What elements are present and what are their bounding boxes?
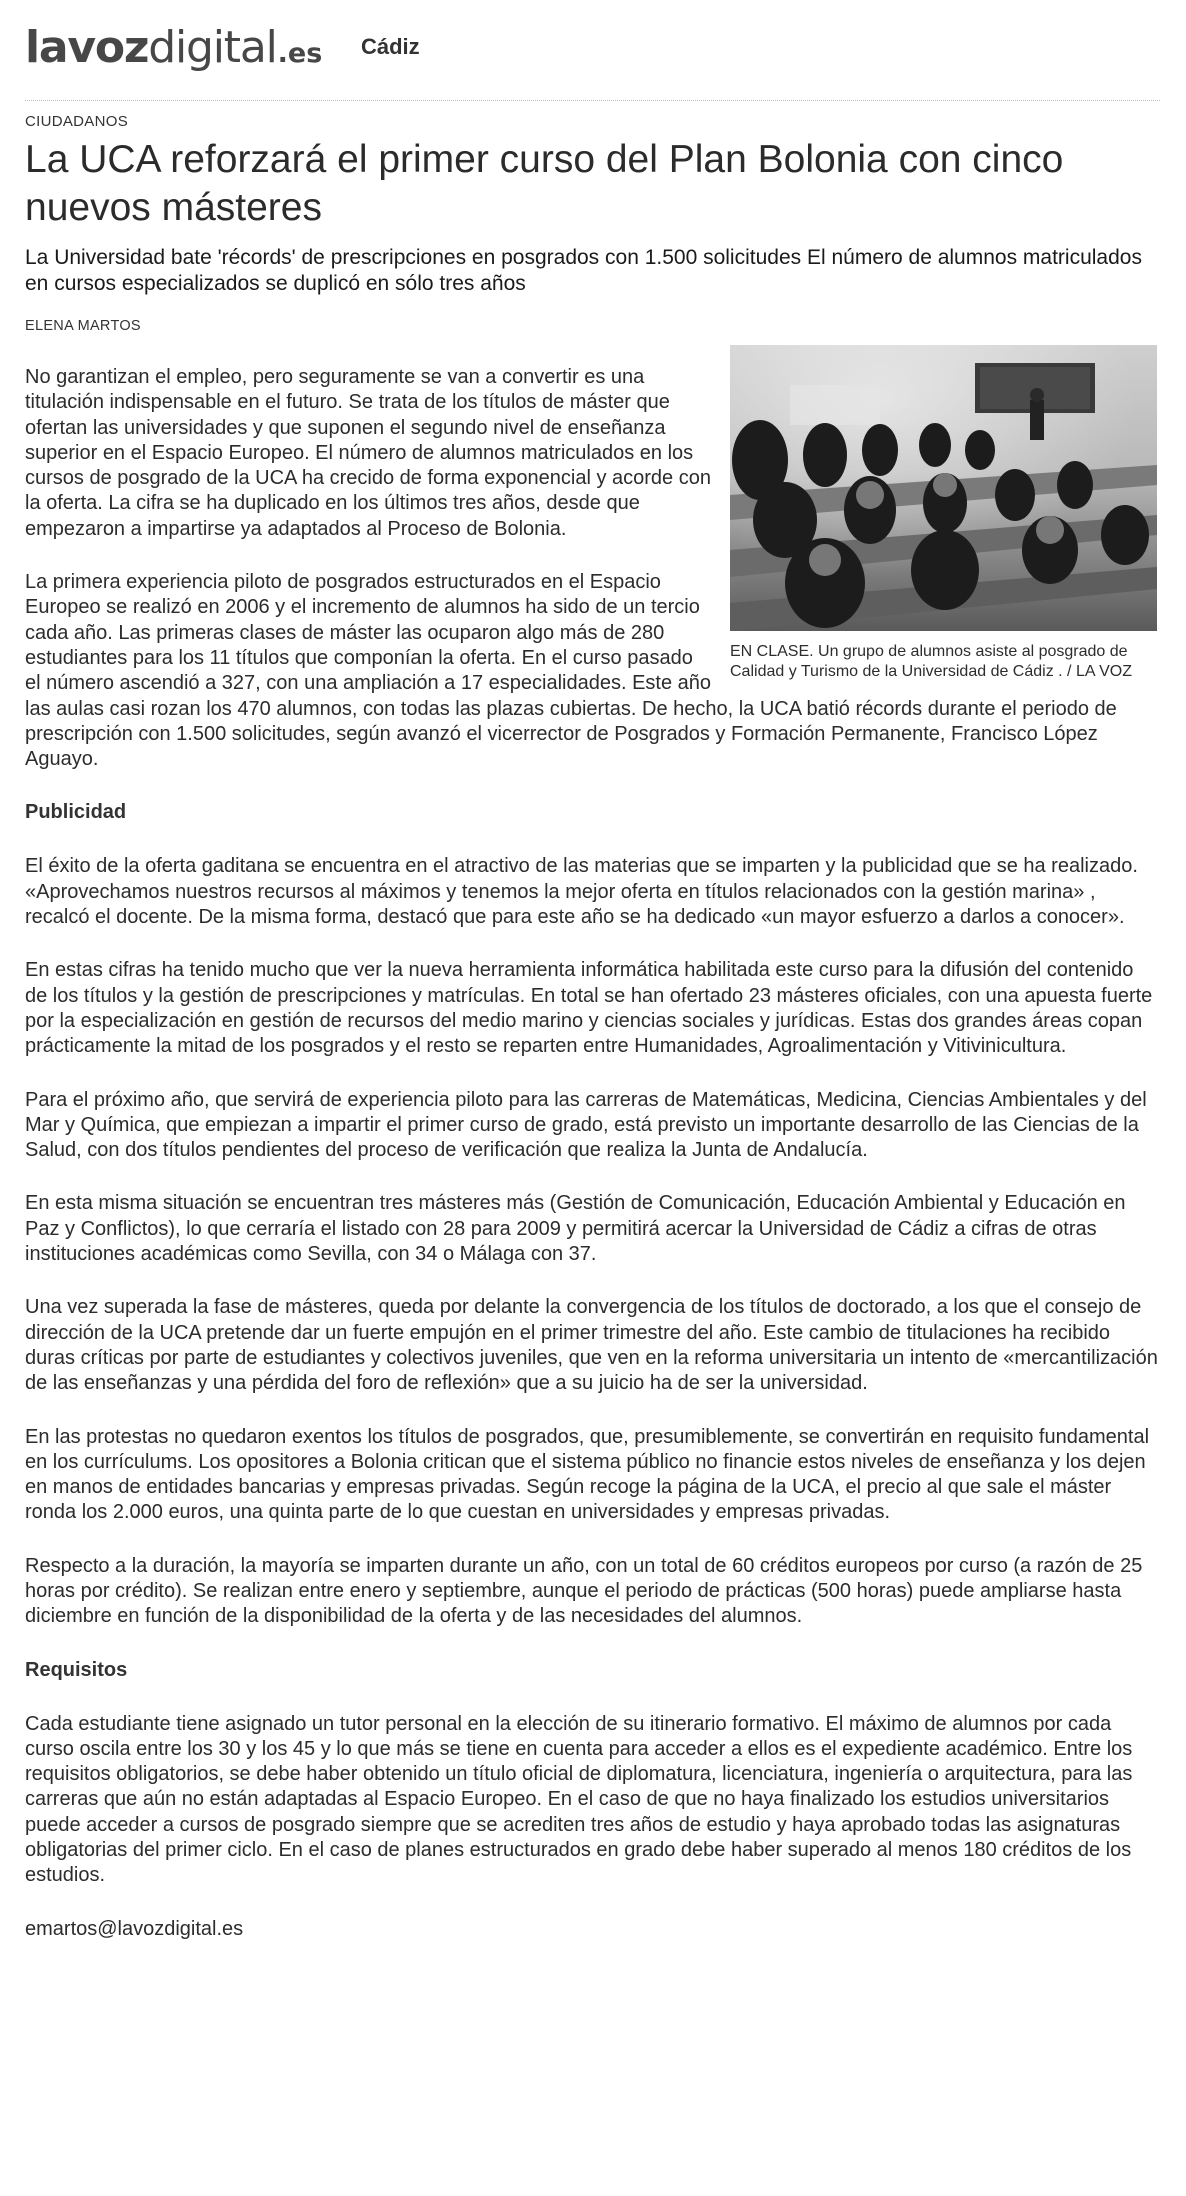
- subheading-publicidad: Publicidad: [25, 801, 127, 824]
- logo-part1: lavoz: [25, 22, 149, 73]
- article-author: ELENA MARTOS: [25, 318, 141, 334]
- logo-part2: digital: [148, 22, 277, 73]
- article-paragraph: Para el próximo año, que servirá de experiencia piloto para las carreras de Matemáticas, Medicina, Ciencias Ambientales y del Mar y Química, que empiezan a impartir el primer curso de grado, está previsto un importante desarrollo de las Ciencias de la Salud, con dos títulos pendientes del proceso de verificación que realiza la Junta de Andalucía.: [25, 1088, 1147, 1162]
- article-paragraph: No garantizan el empleo, pero seguramente se van a convertir es una titulación indispensable en el futuro. Se trata de los títulos de máster que ofertan las universidades y que suponen el segundo nivel de enseñanza superior en el Espacio Europeo. El número de alumnos matriculados en los cursos de posgrado de la UCA ha crecido de forma exponencial y acorde con la oferta. La cifra se ha duplicado en los últimos tres años, desde que empezaron a impartirse ya adaptados al Proceso de Bolonia.: [25, 366, 711, 540]
- masthead: [25, 22, 1160, 73]
- photo-caption: EN CLASE. Un grupo de alumnos asiste al posgrado de Calidad y Turismo de la Universidad de Cádiz . / LA VOZ: [730, 643, 1132, 680]
- article-paragraph: En las protestas no quedaron exentos los títulos de posgrados, que, presumiblemente, se convertirán en requisito fundamental en los currículums. Los opositores a Bolonia critican que el sistema público no financie estos niveles de enseñanza y los dejen en manos de entidades bancarias y empresas privadas. Según recoge la página de la UCA, el precio al que sale el máster ronda los 2.000 euros, una quinta parte de lo que cuestan en universidades y empresas privadas.: [25, 1425, 1150, 1524]
- edition-city: Cádiz: [361, 34, 420, 59]
- article-paragraph: Respecto a la duración, la mayoría se imparten durante un año, con un total de 60 créditos europeos por curso (a razón de 25 horas por crédito). Se realizan entre enero y septiembre, aunque el periodo de prácticas (500 horas) puede ampliarse hasta diciembre en función de la disponibilidad de la oferta y de las necesidades del alumnos.: [25, 1554, 1143, 1628]
- article-paragraph: Cada estudiante tiene asignado un tutor personal en la elección de su itinerario formativo. El máximo de alumnos por cada curso oscila entre los 30 y los 45 y lo que más se tiene en cuenta para acceder a ellos es el expediente académico. Entre los requisitos obligatorios, se debe haber obtenido un título oficial de diplomatura, licenciatura, ingeniería o arquitectura, para las carreras que aún no están adaptadas al Espacio Europeo. En el caso de que no haya finalizado los estudios universitarios puede acceder a cursos de posgrado siempre que se acrediten tres años de estudio y haya aprobado todas las asignaturas obligatorias del primer ciclo. En el caso de planes estructurados en grado debe haber superado al menos 180 créditos de los estudios.: [25, 1712, 1133, 1887]
- article-body: [25, 365, 1160, 1970]
- article-paragraph: Una vez superada la fase de másteres, queda por delante la convergencia de los títulos de doctorado, a los que el consejo de dirección de la UCA pretende dar un fuerte empujón en el primer trimestre del año. Este cambio de titulaciones ha recibido duras críticas por parte de estudiantes y colectivos juveniles, que ven en la reforma universitaria un intento de «mercantilización de las enseñanzas y una pérdida del foro de reflexión» que a su juicio ha de ser la universidad.: [25, 1296, 1158, 1395]
- article-paragraph: En estas cifras ha tenido mucho que ver la nueva herramienta informática habilitada este curso para la difusión del contenido de los títulos y la gestión de prescripciones y matrículas. En total se han ofertado 23 másteres oficiales, con una apuesta fuerte por la especialización en gestión de recursos del medio marino y ciencias sociales y jurídicas. Estas dos grandes áreas copan prácticamente la mitad de los posgrados y el resto se reparten entre Humanidades, Agroalimentación y Vitivinicultura.: [25, 959, 1153, 1058]
- header-divider: [25, 100, 1160, 101]
- logo-suffix: .es: [277, 38, 323, 69]
- article-paragraph: El éxito de la oferta gaditana se encuentra en el atractivo de las materias que se imparten y la publicidad que se ha realizado. «Aprovechamos nuestros recursos al máximos y tenemos la mejor oferta en títulos relacionados con la gestión marina» , recalcó el docente. De la misma forma, destacó que para este año se ha dedicado «un mayor esfuerzo a darlos a conocer».: [25, 855, 1138, 929]
- site-logo[interactable]: [25, 22, 323, 76]
- article-paragraph: La primera experiencia piloto de posgrados estructurados en el Espacio Europeo se realizó en 2006 y el incremento de alumnos ha sido de un tercio cada año. Las primeras clases de máster las ocuparon algo más de 280 estudiantes para los 11 títulos que componían la oferta. En el curso pasado el número ascendió a 327, con una ampliación a 17 especialidades. Este año las aulas casi rozan los 470 alumnos, con todas las plazas cubiertas. De hecho, la UCA batió récords durante el periodo de prescripción con 1.500 solicitudes, según avanzó el vicerrector de Posgrados y Formación Permanente, Francisco López Aguayo.: [25, 571, 1117, 771]
- article-headline: La UCA reforzará el primer curso del Plan Bolonia con cinco nuevos másteres: [25, 138, 1064, 229]
- subheading-requisitos: Requisitos: [25, 1658, 128, 1681]
- section-label: CIUDADANOS: [25, 113, 129, 130]
- author-email-link[interactable]: emartos@lavozdigital.es: [25, 1917, 244, 1940]
- article-subheadline: La Universidad bate 'récords' de prescripciones en posgrados con 1.500 solicitudes El número de alumnos matriculados en cursos especializados se duplicó en sólo tres años: [25, 246, 1142, 295]
- article-paragraph: En esta misma situación se encuentran tres másteres más (Gestión de Comunicación, Educación Ambiental y Educación en Paz y Conflictos), lo que cerraría el listado con 28 para 2009 y permitirá acercar la Universidad de Cádiz a cifras de otras instituciones académicas como Sevilla, con 34 o Málaga con 37.: [25, 1192, 1126, 1266]
